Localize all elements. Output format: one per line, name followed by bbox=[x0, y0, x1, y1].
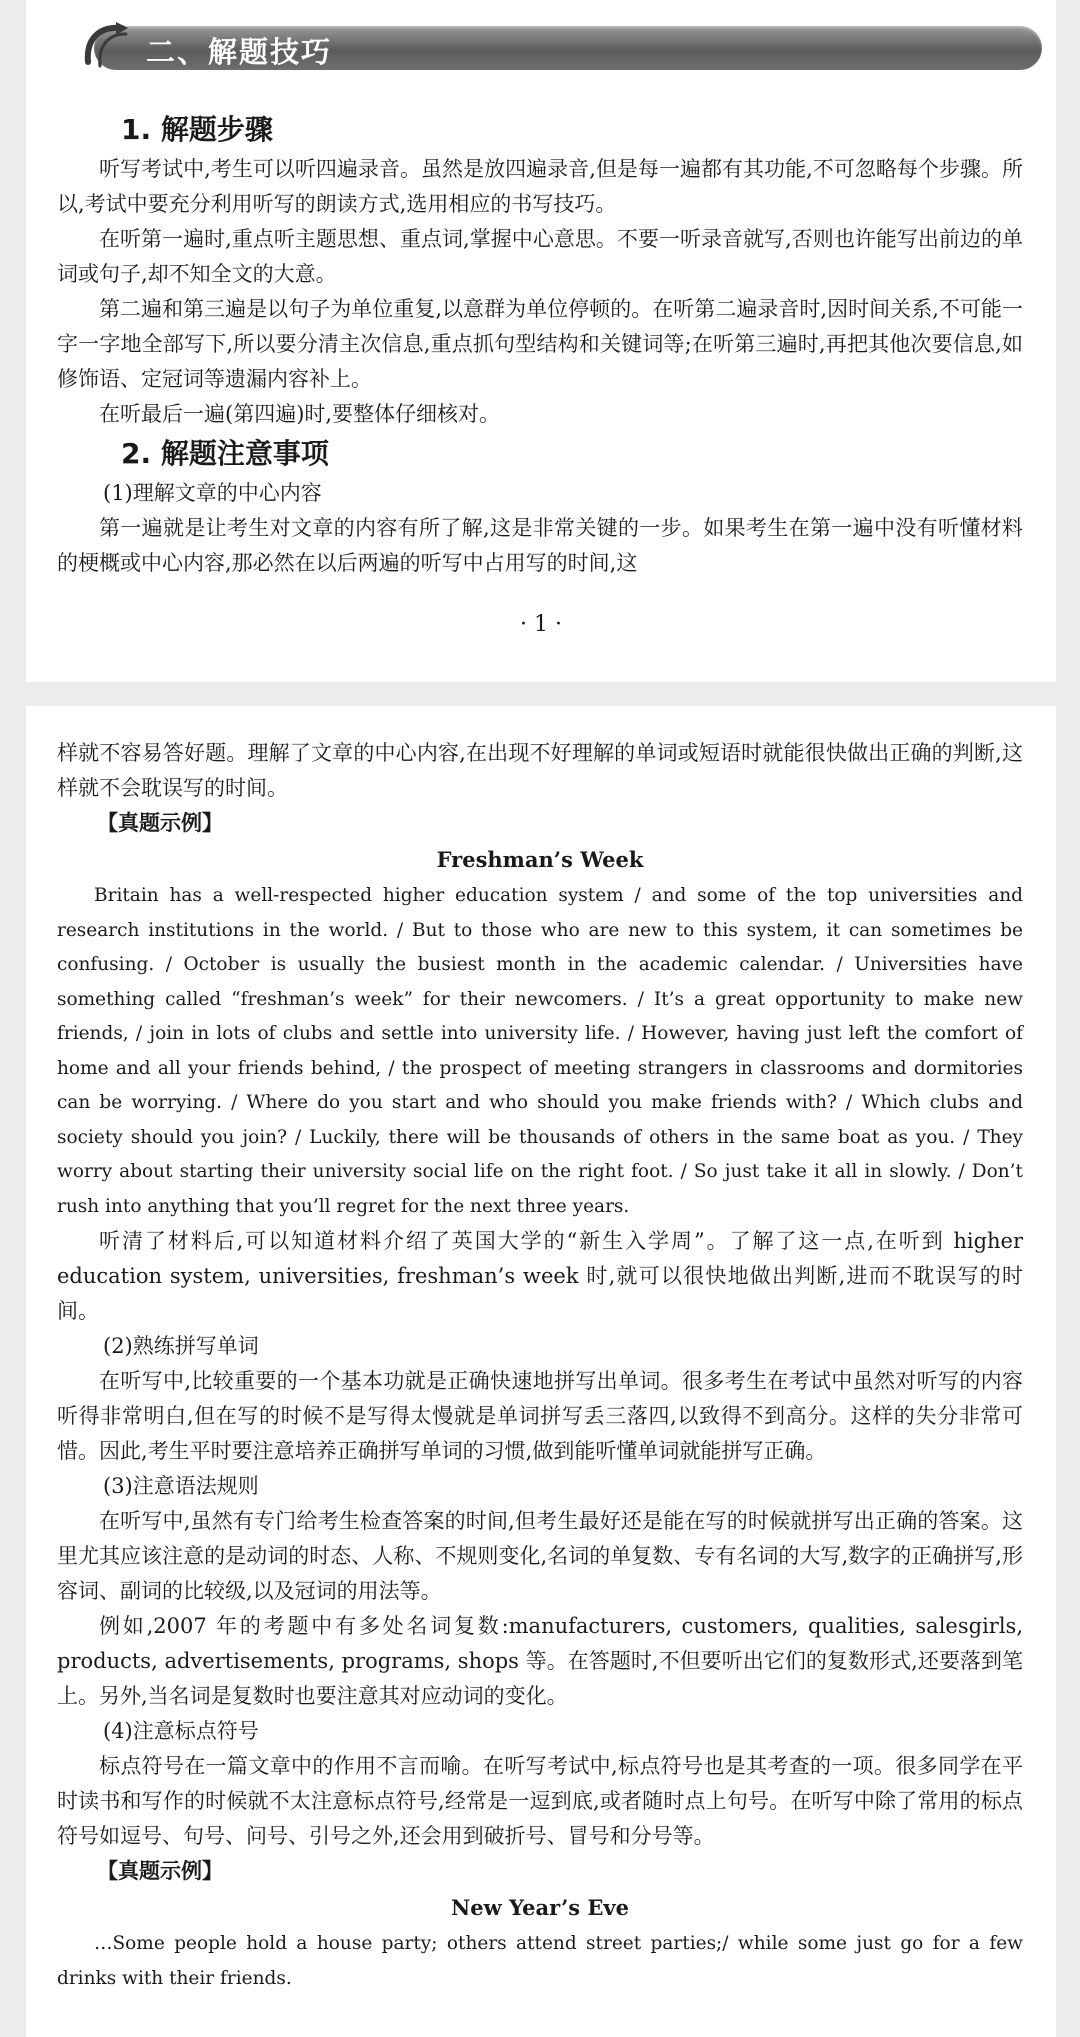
heading-notes: 2. 解题注意事项 bbox=[121, 437, 329, 470]
page-1-content bbox=[57, 108, 1023, 581]
section-title: 二、解题技巧 bbox=[146, 35, 333, 69]
passage-title: New Year’s Eve bbox=[451, 1895, 629, 1920]
passage-text: Britain has a well-respected higher education system / and some of the top universities and research institutions in the world. / But to those who are new to this system, it can sometimes be confusing. / October is usually the busiest month in the academic calendar. / Universities have something called “freshman’s week” for their newcomers. / It’s a great opportunity to make new friends, / join in lots of clubs and settle into university life. / However, having just left the comfort of home and all your friends behind, / the prospect of meeting strangers in classrooms and dormitories can be worrying. / Where do you start and who should you make friends with? / Which clubs and society should you join? / Luckily, there will be thousands of others in the same boat as you. / They worry about starting their university social life on the right foot. / So just take it all in slowly. / Don’t rush into anything that you’ll regret for the next three years. bbox=[57, 885, 1023, 1217]
paragraph: 在听写中,虽然有专门给考生检查答案的时间,但考生最好还是能在写的时候就拼写出正确的答案。这里尤其应该注意的是动词的时态、人称、不规则变化,名词的单复数、专有名词的大写,数字的正确拼写,形容词、副词的比较级,以及冠词的用法等。 bbox=[57, 1509, 1023, 1603]
paragraph: 标点符号在一篇文章中的作用不言而喻。在听写考试中,标点符号也是其考查的一项。很多同学在平时读书和写作的时候就不太注意标点符号,经常是一逗到底,或者随时点上句号。在听写中除了常用的标点符号如逗号、句号、问号、引号之外,还会用到破折号、冒号和分号等。 bbox=[57, 1754, 1023, 1848]
page-1 bbox=[26, 0, 1056, 682]
example-label: 【真题示例】 bbox=[97, 811, 223, 835]
paragraph: 例如,2007 年的考题中有多处名词复数:manufacturers, customers, qualities, salesgirls, products, advertisements, programs, shops 等。在答题时,不但要听出它们的复数形式,还要落到笔上。另外,当名词是复数时也要注意其对应动词的变化。 bbox=[57, 1614, 1023, 1708]
subheading: (4)注意标点符号 bbox=[103, 1719, 259, 1743]
subheading: (1)理解文章的中心内容 bbox=[103, 481, 322, 505]
hook-arrow-icon bbox=[74, 20, 134, 76]
section-banner bbox=[64, 16, 1044, 74]
paragraph: 听清了材料后,可以知道材料介绍了英国大学的“新生入学周”。了解了这一点,在听到 higher education system, universities, freshman’s week 时,就可以很快地做出判断,进而不耽误写的时间。 bbox=[57, 1229, 1023, 1323]
paragraph: 样就不容易答好题。理解了文章的中心内容,在出现不好理解的单词或短语时就能很快做出正确的判断,这样就不会耽误写的时间。 bbox=[57, 741, 1023, 800]
passage-text: …Some people hold a house party; others attend street parties;/ while some just go for a few drinks with their friends. bbox=[57, 1933, 1023, 1989]
heading-steps: 1. 解题步骤 bbox=[121, 113, 273, 146]
passage-title: Freshman’s Week bbox=[436, 847, 644, 872]
paragraph: 第二遍和第三遍是以句子为单位重复,以意群为单位停顿的。在听第二遍录音时,因时间关系,不可能一字一字地全部写下,所以要分清主次信息,重点抓句型结构和关键词等;在听第三遍时,再把其他次要信息,如修饰语、定冠词等遗漏内容补上。 bbox=[57, 297, 1023, 391]
paragraph: 在听第一遍时,重点听主题思想、重点词,掌握中心意思。不要一听录音就写,否则也许能写出前边的单词或句子,却不知全文的大意。 bbox=[57, 227, 1023, 286]
page-2-content bbox=[57, 736, 1023, 1996]
example-label: 【真题示例】 bbox=[97, 1859, 223, 1883]
subheading: (3)注意语法规则 bbox=[103, 1474, 259, 1498]
page-2 bbox=[26, 706, 1056, 2037]
paragraph: 在听最后一遍(第四遍)时,要整体仔细核对。 bbox=[99, 402, 501, 426]
paragraph: 在听写中,比较重要的一个基本功就是正确快速地拼写出单词。很多考生在考试中虽然对听写的内容听得非常明白,但在写的时候不是写得太慢就是单词拼写丢三落四,以致得不到高分。这样的失分非常可惜。因此,考生平时要注意培养正确拼写单词的习惯,做到能听懂单词就能拼写正确。 bbox=[57, 1369, 1023, 1463]
paragraph: 第一遍就是让考生对文章的内容有所了解,这是非常关键的一步。如果考生在第一遍中没有听懂材料的梗概或中心内容,那必然在以后两遍的听写中占用写的时间,这 bbox=[57, 516, 1023, 575]
paragraph: 听写考试中,考生可以听四遍录音。虽然是放四遍录音,但是每一遍都有其功能,不可忽略每个步骤。所以,考试中要充分利用听写的朗读方式,选用相应的书写技巧。 bbox=[57, 157, 1023, 216]
subheading: (2)熟练拼写单词 bbox=[103, 1334, 259, 1358]
page-number: · 1 · bbox=[520, 612, 562, 637]
